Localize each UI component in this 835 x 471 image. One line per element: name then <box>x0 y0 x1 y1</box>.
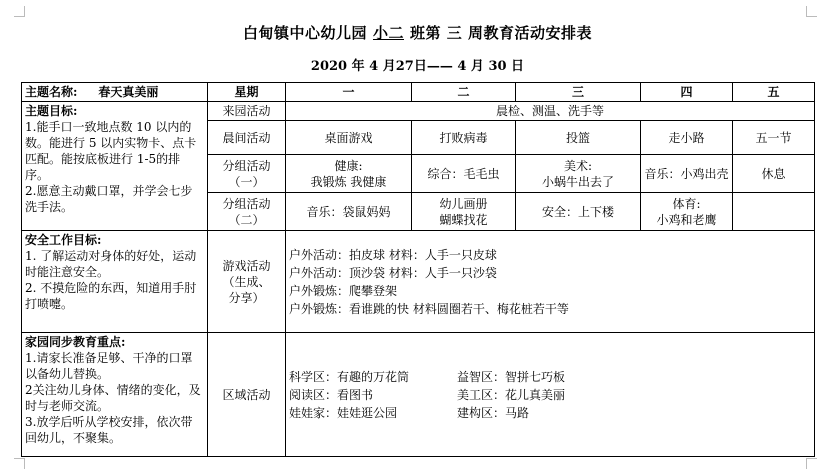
area-item: 阅读区：看图书 <box>289 387 374 402</box>
morning-cell: 桌面游戏 <box>286 121 412 155</box>
game-activity-label: 游戏活动 （生成、 分享） <box>208 231 286 333</box>
family-title: 家园同步教育重点: <box>25 335 126 349</box>
morning-cell: 打败病毒 <box>412 121 516 155</box>
morning-cell: 投篮 <box>516 121 641 155</box>
page-corner-mark <box>806 6 817 17</box>
weekday-label: 星期 <box>208 83 286 102</box>
page-corner-mark <box>14 6 25 17</box>
family-item: 3.放学后听从学校安排，依次带回幼儿，不聚集。 <box>25 415 193 445</box>
arrival-value: 晨检、测温、洗手等 <box>286 102 815 121</box>
theme-value: 春天真美丽 <box>98 85 159 99</box>
title-class-name: 小二 <box>372 24 404 42</box>
day-tue: 二 <box>412 83 516 102</box>
area-activity-cell <box>286 333 815 457</box>
safety-title: 安全工作目标: <box>25 233 102 247</box>
safety-item: 1. 了解运动对身体的好处，运动时能注意安全。 <box>25 249 197 279</box>
family-cell <box>22 333 208 457</box>
group1-cell: 音乐：小鸡出壳 <box>641 155 733 193</box>
date-range: 2020 年 4 月27日—— 4 月 30 日 <box>310 59 525 74</box>
day-fri: 五 <box>733 83 815 102</box>
weekly-plan-table <box>21 82 815 457</box>
document-title <box>0 22 835 43</box>
group2-label: 分组活动 （二） <box>208 193 286 231</box>
group2-cell <box>733 193 815 231</box>
group1-cell: 美术: 小蜗牛出去了 <box>516 155 641 193</box>
area-item: 美工区：花儿真美丽 <box>457 387 566 402</box>
goal-item: 2.愿意主动戴口罩，并学会七步洗手法。 <box>25 184 193 214</box>
game-activity-cell <box>286 231 815 333</box>
theme-label: 主题名称: <box>25 85 78 99</box>
safety-cell <box>22 231 208 333</box>
area-item: 娃娃家：娃娃逛公园 <box>289 405 398 420</box>
game-activity-item: 户外活动：顶沙袋 材料：人手一只沙袋 <box>289 265 497 280</box>
safety-item: 2. 不摸危险的东西，知道用手肘打喷嚏。 <box>25 281 197 311</box>
group1-cell: 休息 <box>733 155 815 193</box>
arrival-row <box>22 102 815 121</box>
goal-item: 1.能手口一致地点数 10 以内的数。能进行 5 以内实物卡、点卡匹配。能按底板进行 1-5的排序。 <box>25 120 197 182</box>
group2-cell: 音乐：袋鼠妈妈 <box>286 193 412 231</box>
day-wed: 三 <box>516 83 641 102</box>
title-school: 白甸镇中心幼儿园 <box>242 24 367 42</box>
family-row <box>22 333 815 457</box>
morning-cell: 走小路 <box>641 121 733 155</box>
morning-cell: 五一节 <box>733 121 815 155</box>
area-activity-label: 区域活动 <box>208 333 286 457</box>
area-item: 科学区：有趣的万花筒 <box>289 369 410 384</box>
morning-label: 晨间活动 <box>208 121 286 155</box>
page-corner-mark <box>14 458 25 469</box>
area-item: 益智区：智拼七巧板 <box>457 369 566 384</box>
group1-label: 分组活动 （一） <box>208 155 286 193</box>
theme-cell <box>22 83 208 102</box>
title-week-number: 三 <box>446 24 463 42</box>
game-activity-item: 户外锻炼：看谁跳的快 材料圆圈若干、梅花桩若干等 <box>289 301 569 316</box>
area-grid <box>289 369 811 421</box>
header-row <box>22 83 815 102</box>
group2-cell: 幼儿画册 蝴蝶找花 <box>412 193 516 231</box>
page-corner-mark <box>806 458 817 469</box>
game-activity-item: 户外活动：拍皮球 材料：人手一只皮球 <box>289 247 497 262</box>
family-item: 2关注幼儿身体、情绪的变化，及时与老师交流。 <box>25 383 201 413</box>
group2-cell: 安全：上下楼 <box>516 193 641 231</box>
title-mid: 班第 <box>410 24 442 42</box>
goals-title: 主题目标: <box>25 104 78 118</box>
safety-row <box>22 231 815 333</box>
game-activity-item: 户外锻炼：爬攀登架 <box>289 283 398 298</box>
title-suffix: 周教育活动安排表 <box>468 24 593 42</box>
goals-cell <box>22 102 208 231</box>
arrival-label: 来园活动 <box>208 102 286 121</box>
day-thu: 四 <box>641 83 733 102</box>
area-item: 建构区：马路 <box>457 405 530 420</box>
group1-cell: 健康: 我锻炼 我健康 <box>286 155 412 193</box>
group1-cell: 综合：毛毛虫 <box>412 155 516 193</box>
group2-cell: 体育: 小鸡和老鹰 <box>641 193 733 231</box>
family-item: 1.请家长准备足够、干净的口罩以备幼儿替换。 <box>25 351 193 381</box>
day-mon: 一 <box>286 83 412 102</box>
